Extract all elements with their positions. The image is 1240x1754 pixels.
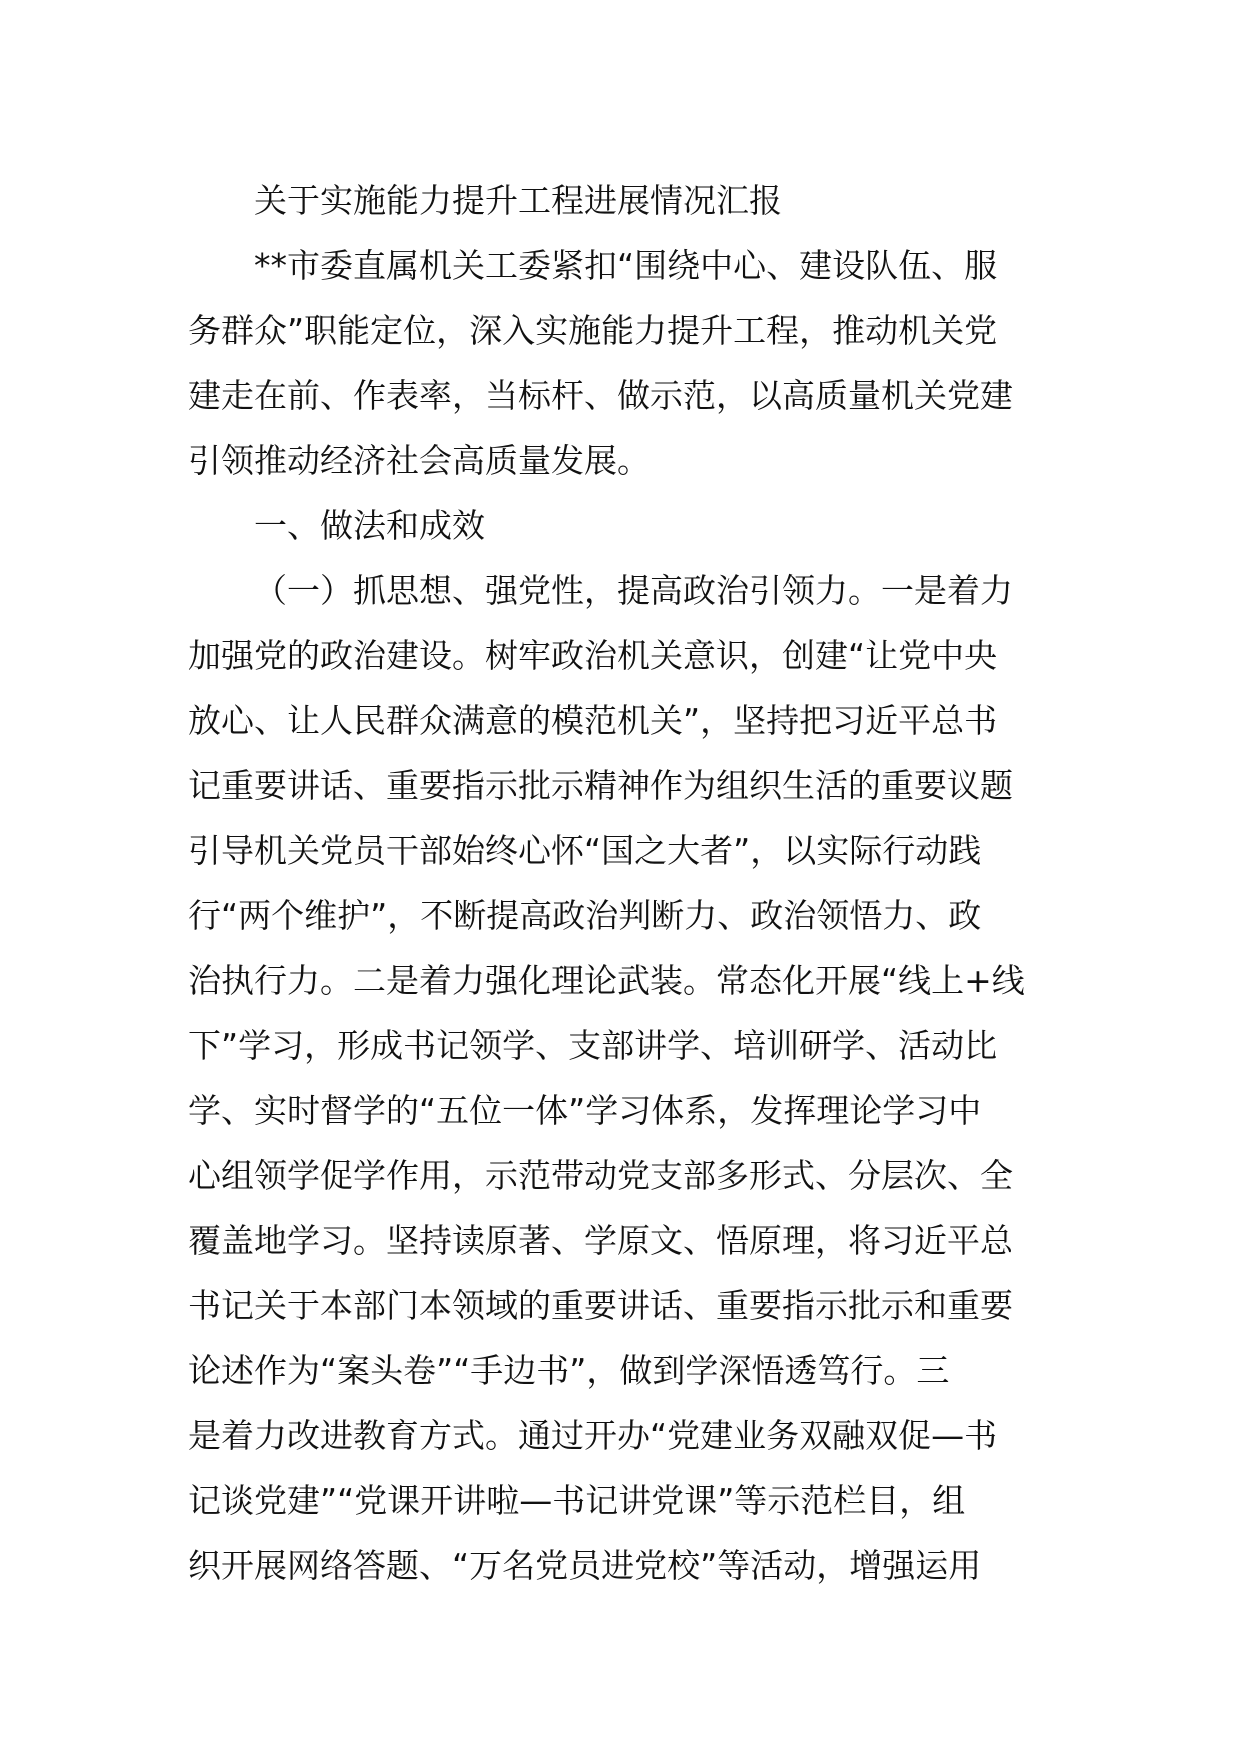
document-body bbox=[188, 168, 1058, 1598]
paragraph-line: 书记关于本部门本领域的重要讲话、重要指示批示和重要 bbox=[188, 1286, 1013, 1325]
paragraph-line: 学、实时督学的“五位一体”学习体系，发挥理论学习中 bbox=[188, 1091, 982, 1130]
paragraph-line: 建走在前、作表率，当标杆、做示范，以高质量机关党建 bbox=[188, 376, 1013, 415]
paragraph-line: 治执行力。二是着力强化理论武装。常态化开展“线上+线 bbox=[188, 961, 1025, 1000]
paragraph-line: 覆盖地学习。坚持读原著、学原文、悟原理，将习近平总 bbox=[188, 1221, 1013, 1260]
section-heading: 一、做法和成效 bbox=[254, 506, 485, 545]
paragraph-line: 是着力改进教育方式。通过开办“党建业务双融双促—书 bbox=[188, 1416, 998, 1455]
paragraph-line: 织开展网络答题、“万名党员进党校”等活动，增强运用 bbox=[188, 1546, 982, 1585]
paragraph-line: **市委直属机关工委紧扣“围绕中心、建设队伍、服 bbox=[254, 246, 998, 285]
paragraph-line: 论述作为“案头卷”“手边书”，做到学深悟透笃行。三 bbox=[188, 1351, 950, 1390]
paragraph-line: （一）抓思想、强党性，提高政治引领力。一是着力 bbox=[254, 571, 1013, 610]
paragraph-line: 务群众”职能定位，深入实施能力提升工程，推动机关党 bbox=[188, 311, 998, 350]
paragraph-line: 行“两个维护”，不断提高政治判断力、政治领悟力、政 bbox=[188, 896, 982, 935]
paragraph-line: 记重要讲话、重要指示批示精神作为组织生活的重要议题 bbox=[188, 766, 1013, 805]
document-title: 关于实施能力提升工程进展情况汇报 bbox=[254, 181, 782, 220]
paragraph-line: 放心、让人民群众满意的模范机关”，坚持把习近平总书 bbox=[188, 701, 998, 740]
paragraph-line: 记谈党建”“党课开讲啦—书记讲党课”等示范栏目，组 bbox=[188, 1481, 966, 1520]
paragraph-line: 心组领学促学作用，示范带动党支部多形式、分层次、全 bbox=[188, 1156, 1013, 1195]
paragraph-line: 引导机关党员干部始终心怀“国之大者”，以实际行动践 bbox=[188, 831, 982, 870]
paragraph-line: 加强党的政治建设。树牢政治机关意识，创建“让党中央 bbox=[188, 636, 998, 675]
paragraph-line: 下”学习，形成书记领学、支部讲学、培训研学、活动比 bbox=[188, 1026, 998, 1065]
paragraph-line: 引领推动经济社会高质量发展。 bbox=[188, 441, 650, 480]
